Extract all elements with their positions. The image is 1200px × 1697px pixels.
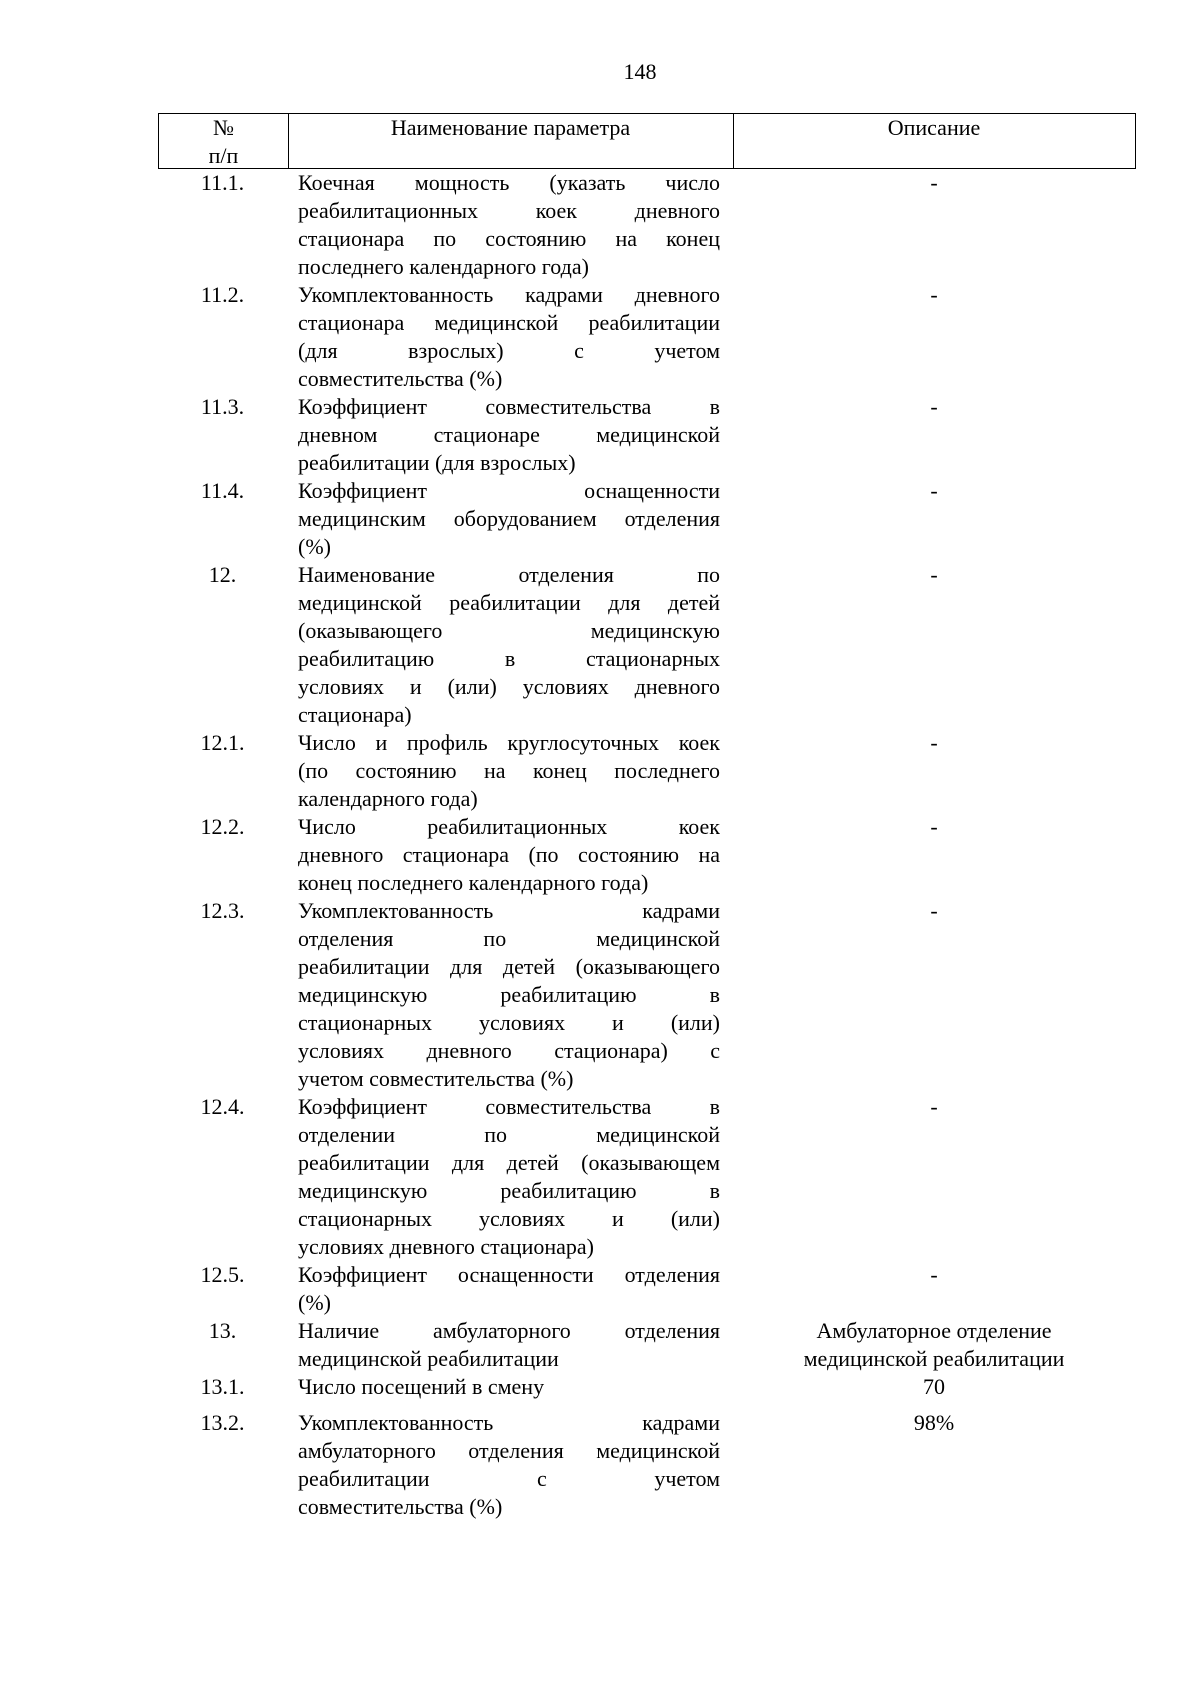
parameter-line: Укомплектованность кадрами <box>298 898 720 923</box>
parameter-line: конец последнего календарного года) <box>298 870 649 895</box>
table-row <box>158 897 1136 1093</box>
parameter-line: (для взрослых) с учетом <box>298 338 720 363</box>
parameter-line: Коэффициент оснащенности отделения <box>298 1262 720 1287</box>
row-number: 12. <box>208 562 237 587</box>
table-row <box>158 1317 1136 1373</box>
table-header <box>158 113 1136 169</box>
table-row <box>158 477 1136 561</box>
description-line: Амбулаторное отделение <box>816 1318 1052 1343</box>
header-desc <box>733 114 1135 168</box>
parameter-line: стационара по состоянию на конец <box>298 226 720 251</box>
parameter-line: Число и профиль круглосуточных коек <box>298 730 720 755</box>
table-row <box>158 1409 1136 1521</box>
row-parameter <box>298 1373 720 1401</box>
row-description <box>732 477 1136 505</box>
row-number: 11.4. <box>200 478 245 503</box>
parameter-line: Коэффициент совместительства в <box>298 394 720 419</box>
row-parameter <box>298 1409 720 1521</box>
row-parameter <box>298 1093 720 1261</box>
parameter-line: Укомплектованность кадрами дневного <box>298 282 720 307</box>
parameter-line: реабилитационных коек дневного <box>298 198 720 223</box>
row-number: 13.1. <box>200 1374 245 1399</box>
row-description <box>732 281 1136 309</box>
parameters-table <box>158 113 1136 1521</box>
table-row <box>158 813 1136 897</box>
row-number: 13.2. <box>200 1410 245 1435</box>
description-line: медицинской реабилитации <box>803 1346 1065 1371</box>
description-line: - <box>930 814 938 839</box>
row-description <box>732 561 1136 589</box>
parameter-line: (%) <box>298 1290 331 1315</box>
parameter-line: медицинской реабилитации для детей <box>298 590 720 615</box>
row-description <box>732 1261 1136 1289</box>
row-parameter <box>298 477 720 561</box>
parameter-line: реабилитацию в стационарных <box>298 646 720 671</box>
parameter-line: медицинскую реабилитацию в <box>298 982 720 1007</box>
row-description <box>732 1409 1136 1437</box>
description-line: - <box>930 394 938 419</box>
parameter-line: реабилитации с учетом <box>298 1466 720 1491</box>
parameter-line: Наличие амбулаторного отделения <box>298 1318 720 1343</box>
parameter-line: (%) <box>298 534 331 559</box>
description-line: - <box>930 1262 938 1287</box>
parameter-line: реабилитации для детей (оказывающего <box>298 954 720 979</box>
parameter-line: реабилитации (для взрослых) <box>298 450 576 475</box>
parameter-line: Коэффициент оснащенности <box>298 478 720 503</box>
row-description <box>732 813 1136 841</box>
parameter-line: амбулаторного отделения медицинской <box>298 1438 720 1463</box>
header-param <box>288 114 734 168</box>
parameter-line: Укомплектованность кадрами <box>298 1410 720 1435</box>
row-number: 12.3. <box>200 898 245 923</box>
table-row <box>158 1093 1136 1261</box>
parameter-line: стационарных условиях и (или) <box>298 1010 720 1035</box>
parameter-line: календарного года) <box>298 786 478 811</box>
row-number: 12.1. <box>200 730 245 755</box>
row-parameter <box>298 729 720 813</box>
parameter-line: отделении по медицинской <box>298 1122 720 1147</box>
table-row <box>158 1373 1136 1401</box>
parameter-line: последнего календарного года) <box>298 254 589 279</box>
description-line: 70 <box>923 1374 945 1399</box>
parameter-line: стационара) <box>298 702 412 727</box>
parameter-line: Число посещений в смену <box>298 1374 545 1399</box>
description-line: - <box>930 898 938 923</box>
parameter-line: Число реабилитационных коек <box>298 814 720 839</box>
row-description <box>732 393 1136 421</box>
row-parameter <box>298 897 720 1093</box>
table-row <box>158 393 1136 477</box>
row-parameter <box>298 169 720 281</box>
row-parameter <box>298 1317 720 1373</box>
parameter-line: дневном стационаре медицинской <box>298 422 720 447</box>
description-line: - <box>930 170 938 195</box>
table-row <box>158 281 1136 393</box>
row-number: 11.2. <box>200 282 245 307</box>
table-row <box>158 729 1136 813</box>
table-row <box>158 169 1136 281</box>
parameter-line: совместительства (%) <box>298 366 503 391</box>
parameter-line: Коэффициент совместительства в <box>298 1094 720 1119</box>
parameter-line: отделения по медицинской <box>298 926 720 951</box>
row-number: 13. <box>208 1318 237 1343</box>
row-description <box>732 729 1136 757</box>
row-number: 11.3. <box>200 394 245 419</box>
parameter-line: медицинскую реабилитацию в <box>298 1178 720 1203</box>
parameter-line: дневного стационара (по состоянию на <box>298 842 720 867</box>
header-param-label: Наименование параметра <box>390 115 631 140</box>
parameter-line: учетом совместительства (%) <box>298 1066 574 1091</box>
parameter-line: медицинской реабилитации <box>298 1346 559 1371</box>
header-num <box>159 114 289 168</box>
parameter-line: условиях дневного стационара) <box>298 1234 594 1259</box>
row-parameter <box>298 813 720 897</box>
row-description <box>732 1373 1136 1401</box>
parameter-line: Коечная мощность (указать число <box>298 170 720 195</box>
header-num-label: № п/п <box>208 115 239 168</box>
parameter-line: условиях дневного стационара) с <box>298 1038 720 1063</box>
row-number: 12.5. <box>200 1262 245 1287</box>
row-parameter <box>298 1261 720 1317</box>
description-line: - <box>930 282 938 307</box>
row-description <box>732 169 1136 197</box>
row-number: 12.4. <box>200 1094 245 1119</box>
parameter-line: стационарных условиях и (или) <box>298 1206 720 1231</box>
row-parameter <box>298 561 720 729</box>
description-line: - <box>930 730 938 755</box>
parameter-line: стационара медицинской реабилитации <box>298 310 720 335</box>
table-row <box>158 1261 1136 1317</box>
table-row <box>158 561 1136 729</box>
description-line: - <box>930 1094 938 1119</box>
row-number: 12.2. <box>200 814 245 839</box>
row-parameter <box>298 281 720 393</box>
row-number: 11.1. <box>200 170 245 195</box>
parameter-line: совместительства (%) <box>298 1494 503 1519</box>
row-description <box>732 1093 1136 1121</box>
parameter-line: медицинским оборудованием отделения <box>298 506 720 531</box>
parameter-line: (по состоянию на конец последнего <box>298 758 720 783</box>
header-desc-label: Описание <box>887 115 981 140</box>
table-body <box>158 169 1136 1521</box>
row-description <box>732 897 1136 925</box>
description-line: - <box>930 562 938 587</box>
parameter-line: Наименование отделения по <box>298 562 720 587</box>
page-number: 148 <box>623 59 657 84</box>
description-line: 98% <box>913 1410 955 1435</box>
description-line: - <box>930 478 938 503</box>
parameter-line: условиях и (или) условиях дневного <box>298 674 720 699</box>
parameter-line: реабилитации для детей (оказывающем <box>298 1150 720 1175</box>
parameter-line: (оказывающего медицинскую <box>298 618 720 643</box>
row-description <box>732 1317 1136 1373</box>
row-parameter <box>298 393 720 477</box>
